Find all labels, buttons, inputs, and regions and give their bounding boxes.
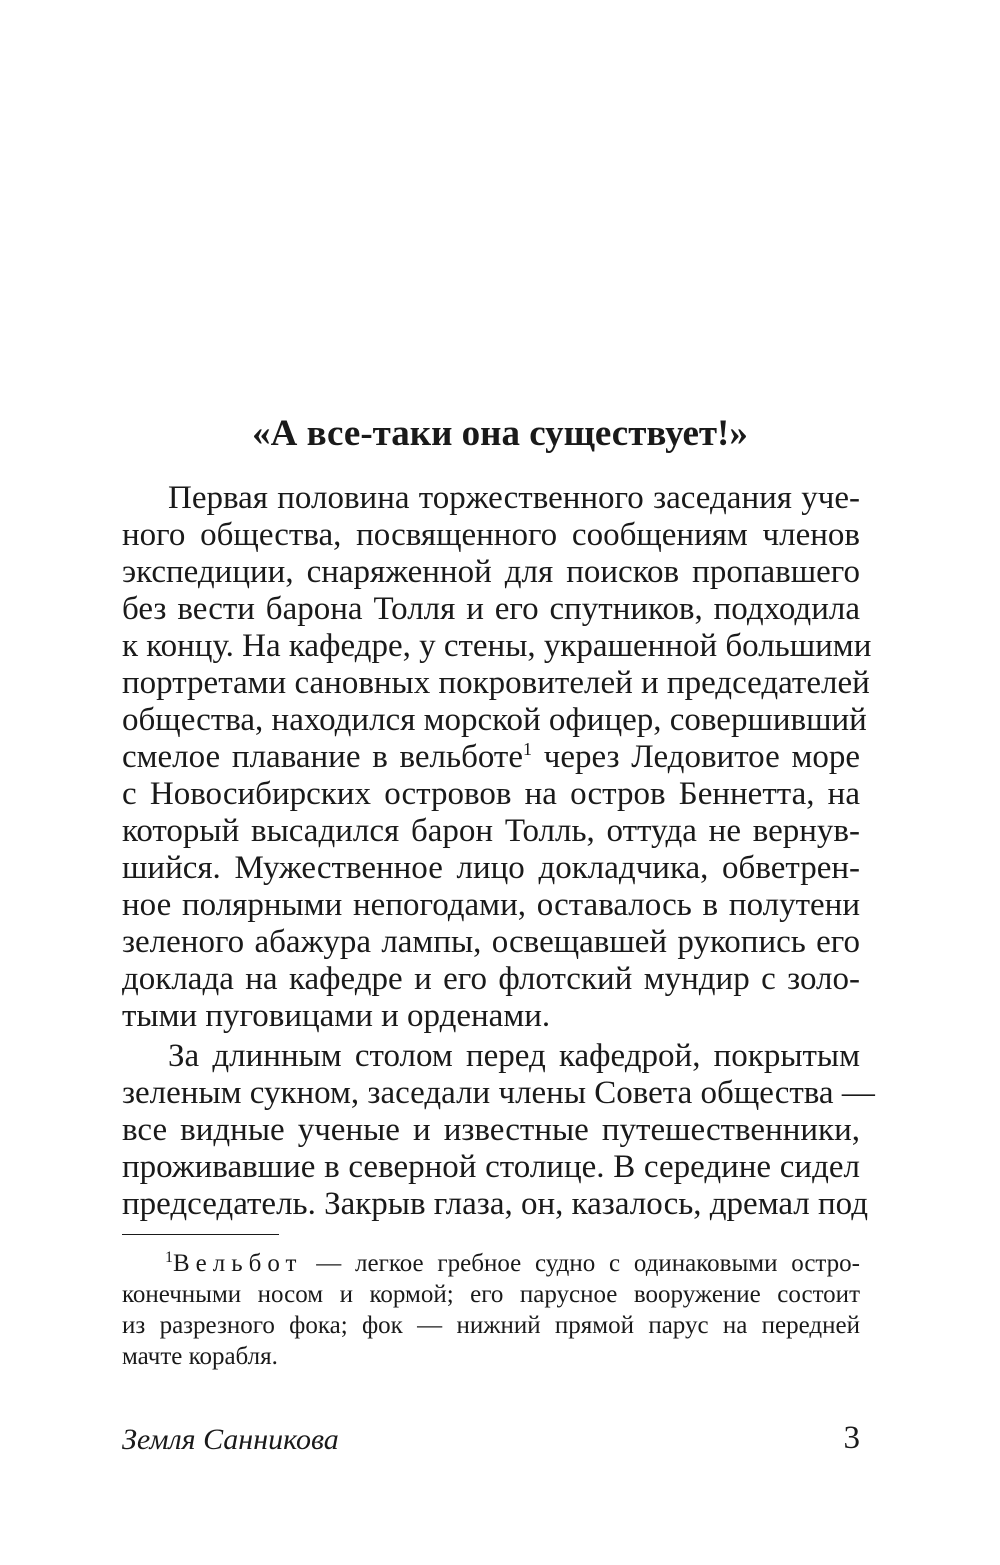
- body-line: зеленым сукном, заседали члены Совета общества —: [122, 1075, 875, 1111]
- footnote-separator: [122, 1234, 279, 1235]
- body-text: смелое плавание в вельботе: [122, 739, 523, 775]
- page-number: 3: [843, 1420, 860, 1456]
- footnote-text: — легкое гребное судно с одинаковыми остро-: [302, 1250, 860, 1277]
- body-line: шийся. Мужественное лицо докладчика, обветрен-: [122, 850, 860, 886]
- body-line: председатель. Закрыв глаза, он, казалось, дремал под: [122, 1186, 869, 1222]
- body-line: который высадился барон Толль, оттуда не вернув-: [122, 813, 860, 849]
- body-line: зеленого абажура лампы, освещавшей рукопись его: [122, 924, 860, 960]
- footnote-line: конечными носом и кормой; его парусное вооружение состоит: [122, 1281, 860, 1308]
- body-line: Первая половина торжественного заседания уче-: [168, 480, 860, 516]
- body-line: с Новосибирских островов на остров Беннетта, на: [122, 776, 860, 812]
- footnote-line: из разрезного фока; фок — нижний прямой парус на передней: [122, 1312, 860, 1339]
- footnote-number: 1: [165, 1249, 173, 1266]
- body-text: через Ледовитое море: [532, 739, 860, 775]
- body-line: портретами сановных покровителей и председателей: [122, 665, 870, 701]
- footnote-line: [165, 1248, 860, 1279]
- body-line: экспедиции, снаряженной для поисков пропавшего: [122, 554, 860, 590]
- body-line: ного общества, посвященного сообщениям членов: [122, 517, 860, 553]
- body-line: общества, находился морской офицер, совершивший: [122, 702, 867, 738]
- footnote-line: мачте корабля.: [122, 1343, 278, 1370]
- footnote-term: Вельбот: [173, 1250, 303, 1277]
- body-line: без вести барона Толля и его спутников, подходила: [122, 591, 860, 627]
- body-line: ное полярными непогодами, оставалось в полутени: [122, 887, 860, 923]
- chapter-title: «А все-таки она существует!»: [252, 413, 748, 454]
- body-line: тыми пуговицами и орденами.: [122, 998, 551, 1034]
- body-line: доклада на кафедре и его флотский мундир с золо-: [122, 961, 860, 997]
- footnote-reference: 1: [523, 739, 532, 759]
- body-line: к концу. На кафедре, у стены, украшенной большими: [122, 628, 872, 664]
- body-line: все видные ученые и известные путешественники,: [122, 1112, 860, 1148]
- running-title: Земля Санникова: [122, 1423, 339, 1456]
- body-line: За длинным столом перед кафедрой, покрытым: [168, 1038, 860, 1074]
- body-line-with-footnote-ref: [122, 739, 860, 776]
- body-line: проживавшие в северной столице. В середине сидел: [122, 1149, 860, 1185]
